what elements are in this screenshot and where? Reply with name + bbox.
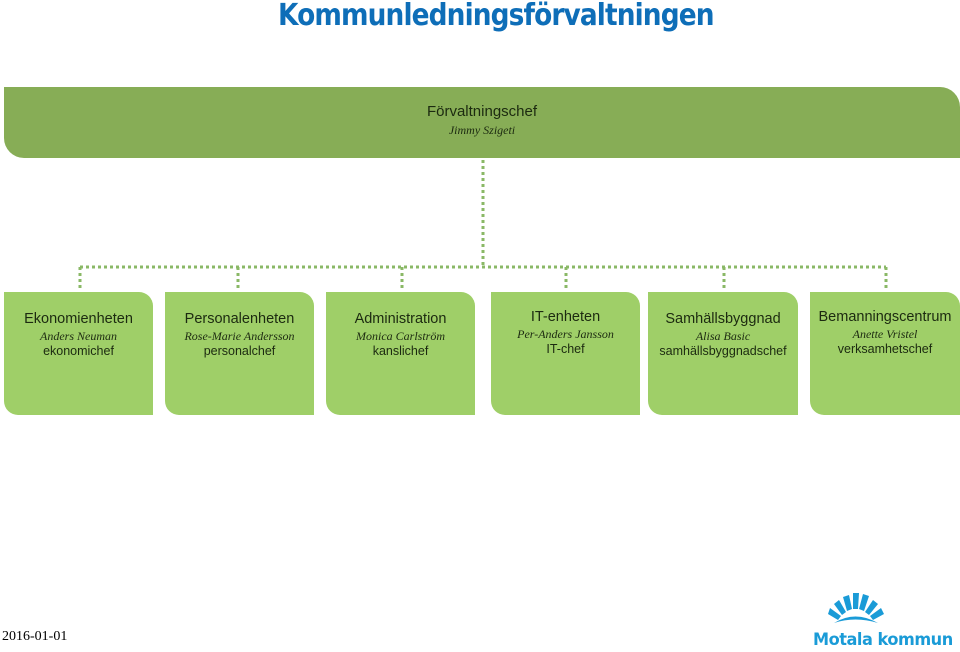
unit-name: Personalenheten xyxy=(184,311,295,327)
logo-text: Motala kommun xyxy=(813,630,953,650)
unit-name: Ekonomienheten xyxy=(24,311,133,327)
unit-it-enheten xyxy=(491,292,640,415)
unit-person: Monica Carlström xyxy=(355,329,445,343)
unit-person: Alisa Basic xyxy=(695,329,751,343)
unit-role: kanslichef xyxy=(372,344,429,358)
unit-name: IT-enheten xyxy=(530,309,601,325)
unit-role: ekonomichef xyxy=(43,344,114,358)
unit-samhallsbyggnad xyxy=(648,292,798,415)
unit-person: Per-Anders Jansson xyxy=(517,327,614,341)
top-manager-role: Förvaltningschef xyxy=(426,103,538,120)
unit-person: Anette Vristel xyxy=(852,327,918,341)
unit-bemanningscentrum xyxy=(810,292,960,415)
unit-role: samhällsbyggnadschef xyxy=(659,344,787,358)
unit-role: IT-chef xyxy=(546,342,585,356)
unit-administration xyxy=(326,292,475,415)
unit-name: Administration xyxy=(354,311,447,327)
unit-name: Samhällsbyggnad xyxy=(665,311,781,327)
unit-personalenheten xyxy=(165,292,314,415)
page-title: Kommunledningsförvaltningen xyxy=(278,0,714,33)
top-manager-name: Jimmy Szigeti xyxy=(448,123,516,137)
unit-role: verksamhetschef xyxy=(837,342,933,356)
date-stamp: 2016-01-01 xyxy=(2,629,68,644)
unit-name: Bemanningscentrum xyxy=(818,309,952,325)
unit-person: Rose-Marie Andersson xyxy=(184,329,295,343)
org-connectors xyxy=(0,0,960,300)
unit-role: personalchef xyxy=(203,344,276,358)
unit-person: Anders Neuman xyxy=(40,329,117,343)
unit-ekonomienheten xyxy=(4,292,153,415)
